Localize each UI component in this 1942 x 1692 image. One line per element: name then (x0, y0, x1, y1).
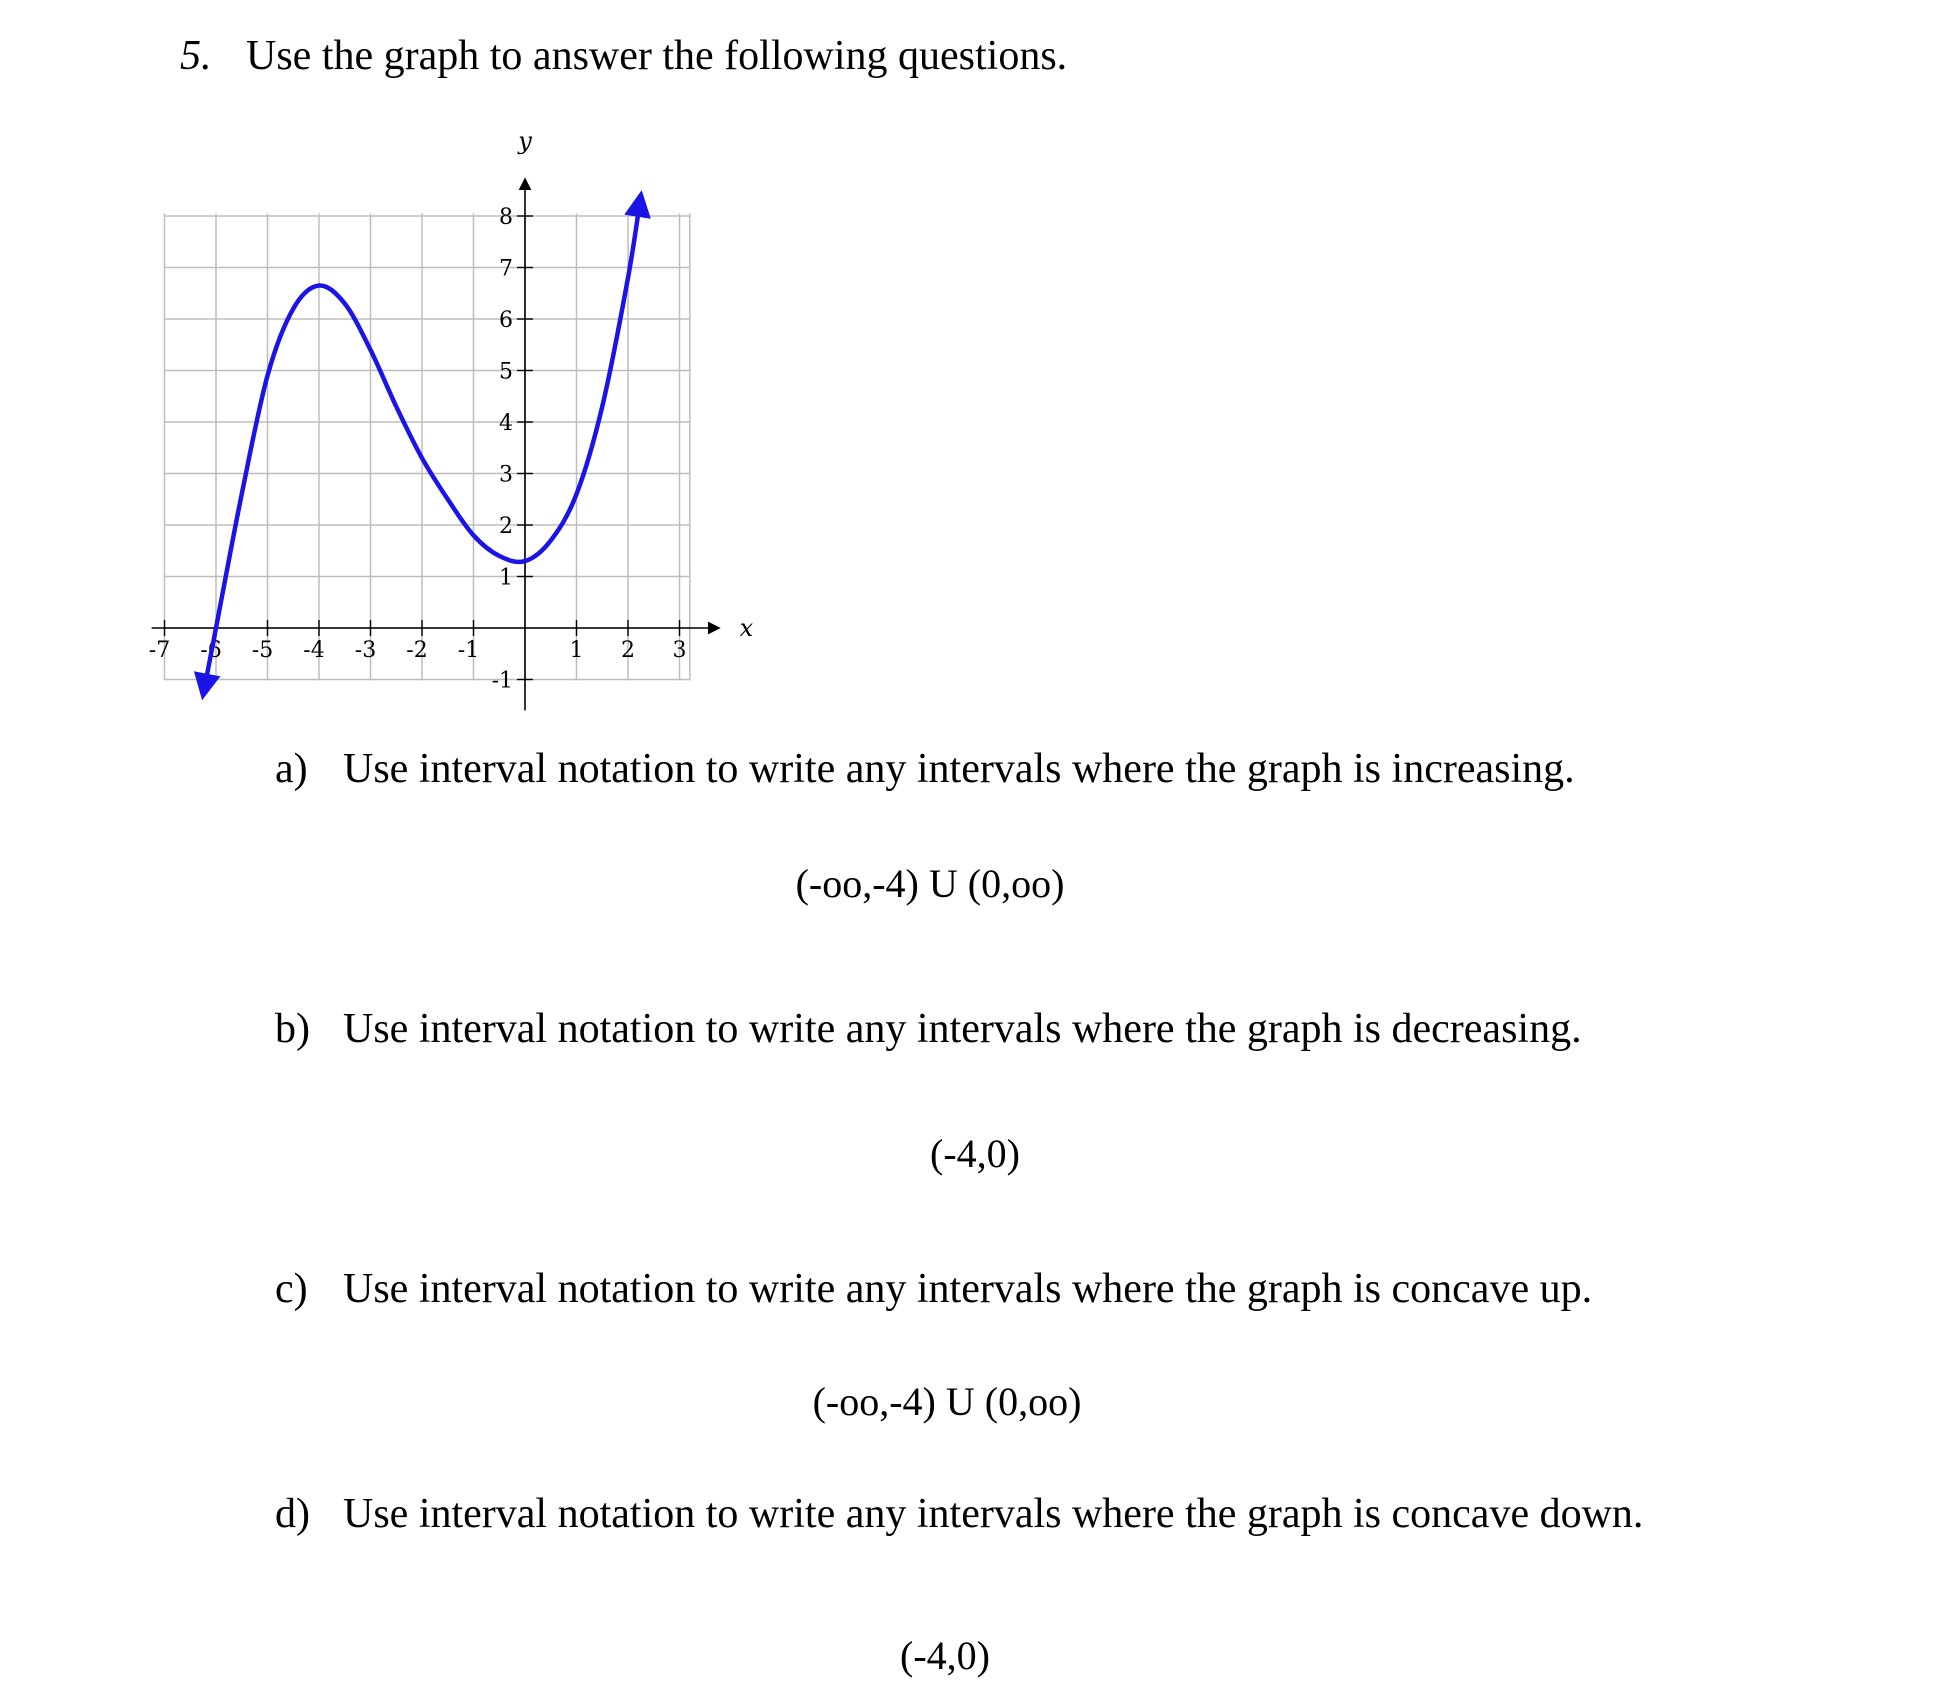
x-tick-label: 2 (621, 638, 635, 663)
y-tick-label: 4 (499, 411, 513, 436)
question-a (275, 745, 1575, 793)
answer-b: (-4,0) (930, 1131, 1020, 1176)
question-text: Use interval notation to write any intervals where the graph is decreasing. (343, 1006, 1582, 1052)
problem-prompt: Use the graph to answer the following questions. (246, 33, 1068, 79)
question-text: Use interval notation to write any intervals where the graph is increasing. (343, 746, 1575, 792)
function-graph (0, 0, 760, 730)
problem-number: 5. (180, 33, 212, 79)
question-d (275, 1490, 1643, 1538)
question-letter: d) (275, 1491, 310, 1537)
axes (152, 127, 754, 710)
x-tick-label: -1 (457, 638, 480, 663)
question-c (275, 1265, 1592, 1313)
question-text: Use interval notation to write any intervals where the graph is concave down. (343, 1491, 1644, 1537)
y-axis-label: y (518, 127, 532, 156)
y-tick-label: 7 (499, 256, 513, 282)
grid (165, 213, 690, 680)
y-tick-label: 6 (499, 308, 513, 333)
x-tick-label: -5 (251, 638, 274, 663)
question-b (275, 1005, 1582, 1053)
answer-a: (-oo,-4) U (0,oo) (795, 861, 1065, 906)
y-tick-label: 3 (499, 462, 513, 488)
x-tick-label: 3 (672, 638, 687, 663)
y-tick-label: 5 (499, 359, 513, 385)
question-letter: a) (275, 746, 308, 792)
x-tick-label: 1 (569, 638, 584, 663)
question-letter: b) (275, 1006, 310, 1052)
x-tick-label: -6 (200, 638, 222, 663)
x-tick-label: -2 (406, 638, 428, 663)
x-axis-label: x (739, 614, 754, 642)
y-tick-label: 1 (499, 565, 513, 591)
question-letter: c) (275, 1266, 308, 1312)
x-tick-label: -4 (303, 638, 325, 663)
x-tick-label: -7 (148, 638, 171, 663)
y-tick-label: -1 (491, 668, 513, 694)
y-tick-label: 2 (499, 514, 513, 539)
y-tick-label: 8 (499, 205, 513, 230)
x-tick-label: -3 (354, 638, 377, 663)
answer-d: (-4,0) (900, 1633, 990, 1678)
question-text: Use interval notation to write any intervals where the graph is concave up. (343, 1266, 1593, 1312)
answer-c: (-oo,-4) U (0,oo) (812, 1379, 1082, 1424)
